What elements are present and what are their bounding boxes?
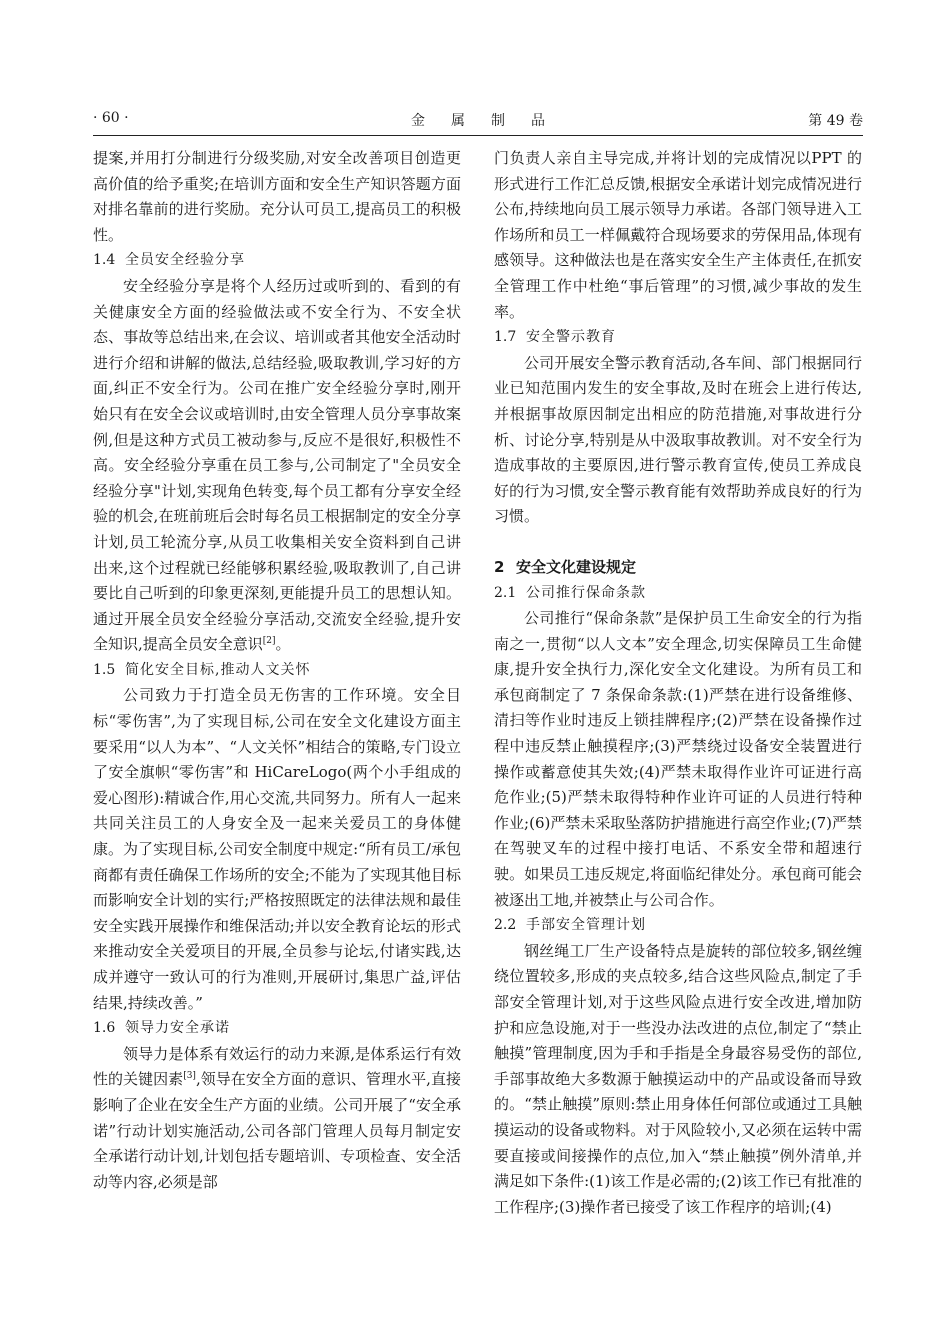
section-heading-1-7 — [494, 325, 862, 351]
section-number: 1.6 — [93, 1020, 116, 1037]
paragraph-text: 领导力是体系有效运行的动力来源,是体系运行有效性的关键因素 — [93, 1044, 461, 1089]
section-number: 1.5 — [93, 661, 116, 678]
section-title: 手部安全管理计划 — [526, 917, 646, 934]
section-heading-1-4 — [93, 248, 461, 274]
section-title: 领导力安全承诺 — [125, 1020, 230, 1037]
section-title: 全员安全经验分享 — [125, 252, 245, 269]
citation: [3] — [183, 1071, 196, 1082]
section-heading-2-1 — [494, 581, 862, 607]
section-heading-2 — [494, 555, 862, 581]
paragraph — [93, 274, 461, 658]
right-column — [494, 146, 862, 1220]
paragraph — [93, 1042, 461, 1196]
section-heading-1-5 — [93, 658, 461, 684]
section-number: 2.2 — [494, 917, 517, 934]
section-heading-1-6 — [93, 1016, 461, 1042]
paragraph-text: 。 — [275, 635, 291, 654]
section-spacer — [494, 530, 862, 555]
section-title: 安全警示教育 — [526, 329, 616, 346]
section-heading-2-2 — [494, 913, 862, 939]
paragraph-text: 安全经验分享是将个人经历过或听到的、看到的有关健康安全方面的经验做法或不安全行为、不安全状态、事故等总结出来,在会议、培训或者其他安全活动时进行介绍和讲解的做法,总结经验,吸取教训,学习好的方面,纠正不安全行为。公司在推广安全经验分享时,刚开始只有在安全会议或培训时,由安全管理人员分享事故案例,但是这种方式员工被动参与,反应不是很好,积极性不高。安全经验分享重在员工参与,公司制定了"全员安全经验分享"计划,实现角色转变,每个员工都有分享安全经验的机会,在班前班后会时每名员工根据制定的安全分享计划,员工轮流分享,从员工收集相关安全资料到自己讲出来,这个过程就已经能够积累经验,吸取教训了,自己讲要比自己听到的印象更深刻,更能提升员工的思想认知。通过开展全员安全经验分享活动,交流安全经验,提升安全知识,提高全员安全意识 — [93, 276, 461, 654]
page-number: · 60 · — [93, 110, 129, 126]
paragraph: 提案,并用打分制进行分级奖励,对安全改善项目创造更高价值的给予重奖;在培训方面和安全生产知识答题方面对排名靠前的进行奖励。充分认可员工,提高员工的积极性。 — [93, 149, 461, 244]
section-number: 2 — [494, 557, 505, 576]
citation: [2] — [262, 636, 276, 647]
paragraph: 公司开展安全警示教育活动,各车间、部门根据同行业已知范围内发生的安全事故,及时在班会上进行传达,并根据事故原因制定出相应的防范措施,对事故进行分析、讨论分享,特别是从中汲取事故教训。对不安全行为造成事故的主要原因,进行警示教育宣传,使员工养成良好的行为习惯,安全警示教育能有效帮助养成良好的行为习惯。 — [494, 353, 862, 526]
paragraph-text: ,领导在安全方面的意识、管理水平,直接影响了企业在安全生产方面的业绩。公司开展了“安全承诺”行动计划实施活动,公司各部门管理人员每月制定安全承诺行动计划,计划包括专题培训、专项检查、安全活动等内容,必须是部 — [93, 1070, 461, 1191]
paragraph: 门负责人亲自主导完成,并将计划的完成情况以PPT 的形式进行工作汇总反馈,根据安全承诺计划完成情况进行公布,持续地向员工展示领导力承诺。各部门领导进入工作场所和员工一样佩戴符合现场要求的劳保用品,体现有感领导。这种做法也是在落实安全生产主体责任,在抓安全管理工作中杜绝“事后管理”的习惯,减少事故的发生率。 — [494, 149, 862, 321]
page-header — [93, 110, 863, 132]
header-rule — [93, 135, 863, 136]
section-title: 公司推行保命条款 — [526, 584, 646, 601]
paragraph: 公司致力于打造全员无伤害的工作环境。安全目标“零伤害”,为了实现目标,公司在安全文化建设方面主要采用“以人为本”、“人文关怀”相结合的策略,专门设立了安全旗帜“零伤害”和 HiCareLogo(两个小手组成的爱心图形):精诚合作,用心交流,共同努力。所有人一起来共同关注员工的人身安全及一起来关爱员工的身体健康。为了实现目标,公司安全制度中规定:“所有员工/承包商都有责任确保工作场所的安全;不能为了实现其他目标而影响安全计划的实行;严格按照既定的法律法规和最佳安全实践开展操作和维保活动;并以安全教育论坛的形式来推动安全关爱项目的开展,全员参与论坛,付诸实践,达成并遵守一致认可的行为准则,开展研讨,集思广益,评估结果,持续改善。” — [93, 686, 461, 1012]
volume-label: 第 49 卷 — [808, 113, 863, 129]
paragraph: 公司推行“保命条款”是保护员工生命安全的行为指南之一,贯彻“以人文本”安全理念,切实保障员工生命健康,提升安全执行力,深化安全文化建设。为所有员工和承包商制定了 7 条保命条款:(1)严禁在进行设备维修、清扫等作业时违反上锁挂牌程序;(2)严禁在设备操作过程中违反禁止触摸程序;(3)严禁绕过设备安全装置进行操作或蓄意使其失效;(4)严禁未取得作业许可证进行高危作业;(5)严禁未取得特种作业许可证的人员进行特种作业;(6)严禁未采取坠落防护措施进行高空作业;(7)严禁在驾驶叉车的过程中接打电话、不系安全带和超速行驶。如果员工违反规定,将面临纪律处分。承包商可能会被逐出工地,并被禁止与公司合作。 — [494, 609, 862, 909]
left-column — [93, 146, 461, 1195]
section-title: 安全文化建设规定 — [516, 557, 637, 576]
journal-title: 金属制品 — [411, 113, 571, 129]
paragraph: 钢丝绳工厂生产设备特点是旋转的部位较多,钢丝缠绕位置较多,形成的夹点较多,结合这些风险点,制定了手部安全管理计划,对于这些风险点进行安全改进,增加防护和应急设施,对于一些没办法改进的点位,制定了“禁止触摸”管理制度,因为手和手指是全身最容易受伤的部位,手部事故绝大多数源于触摸运动中的产品或设备而导致的。“禁止触摸”原则:禁止用身体任何部位或通过工具触摸运动的设备或物料。对于风险较小,又必须在运转中需要直接或间接操作的点位,加入“禁止触摸”例外清单,并满足如下条件:(1)该工作是必需的;(2)该工作已有批准的工作程序;(3)操作者已接受了该工作程序的培训;(4) — [494, 941, 862, 1216]
section-title: 简化安全目标,推动人文关怀 — [125, 661, 311, 678]
section-number: 1.4 — [93, 252, 116, 269]
section-number: 2.1 — [494, 584, 517, 601]
section-number: 1.7 — [494, 329, 517, 346]
